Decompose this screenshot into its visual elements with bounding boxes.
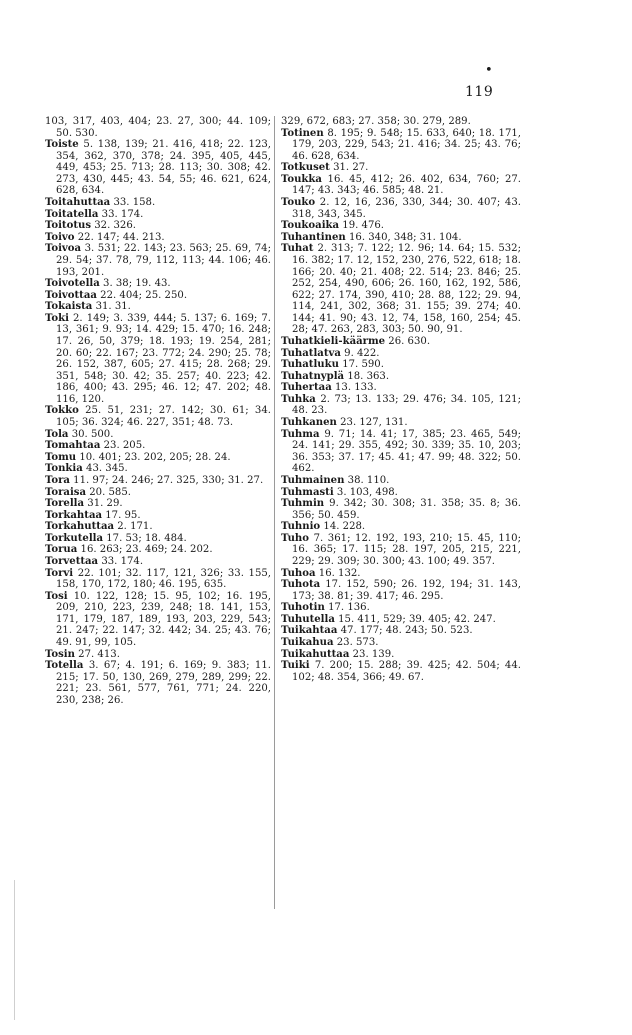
- index-entry: [45, 463, 271, 475]
- index-entry: [45, 232, 271, 244]
- index-entry: [281, 614, 521, 626]
- left-column: [45, 116, 271, 706]
- index-entry: [281, 475, 521, 487]
- index-references: 17. 590.: [342, 359, 384, 371]
- index-references: 17. 53; 18. 484.: [106, 532, 187, 544]
- index-term: Tuhatlatva: [281, 347, 341, 359]
- index-references: 10. 122, 128; 15. 95, 102; 16. 195, 209, 210, 223, 239, 248; 18. 141, 153, 171, 179, 187, 189, 193, 203, 229, 543; 21. 247; 22. 147; 32. 442; 34. 25; 43. 76; 49. 91, 99, 105.: [56, 590, 272, 649]
- index-entry: [45, 116, 271, 139]
- index-references: 20. 585.: [89, 486, 131, 498]
- index-term: Tuho: [281, 532, 309, 544]
- index-references: 31. 31.: [95, 301, 131, 313]
- index-term: Toivo: [45, 231, 75, 243]
- index-entry: [281, 487, 521, 499]
- index-term: Tosi: [45, 590, 68, 602]
- index-term: Tuhatkieli-käärme: [281, 335, 386, 347]
- index-references: 25. 51, 231; 27. 142; 30. 61; 34. 105; 36. 324; 46. 227, 351; 48. 73.: [56, 405, 271, 429]
- index-term: Torella: [45, 498, 85, 510]
- index-entry: [281, 371, 521, 383]
- index-entry: [281, 197, 521, 220]
- index-entry: [45, 301, 271, 313]
- index-references: 13. 133.: [334, 382, 377, 394]
- index-references: 32. 326.: [94, 220, 136, 232]
- index-entry: [281, 625, 521, 637]
- index-term: Torua: [45, 544, 78, 556]
- page-marker: •: [485, 63, 493, 78]
- index-entry: [45, 521, 271, 533]
- index-term: Toitatella: [45, 208, 99, 220]
- index-entry: [45, 556, 271, 568]
- index-term: Tora: [45, 474, 70, 486]
- index-term: Tuhutella: [281, 613, 335, 625]
- index-entry: [45, 498, 271, 510]
- index-term: Tuhantinen: [281, 231, 346, 243]
- index-entry: [281, 220, 521, 232]
- index-references: 47. 177; 48. 243; 50. 523.: [340, 625, 473, 637]
- index-entry: [281, 359, 521, 371]
- index-entry: [281, 232, 521, 244]
- index-term: Toraisa: [45, 486, 87, 498]
- index-entry: [281, 162, 521, 174]
- index-term: Tuhotin: [281, 602, 325, 614]
- index-references: 43. 345.: [86, 463, 128, 475]
- index-entry: [45, 243, 271, 278]
- index-term: Toki: [45, 312, 69, 324]
- index-entry: [45, 290, 271, 302]
- index-term: Toukka: [281, 173, 322, 185]
- index-term: Torvi: [45, 567, 74, 579]
- index-term: Touko: [281, 197, 316, 209]
- index-term: Torkahtaa: [45, 509, 103, 521]
- index-entry: [45, 533, 271, 545]
- index-entry: [45, 544, 271, 556]
- page-edge-line: [14, 880, 15, 1020]
- index-term: Torvettaa: [45, 555, 99, 567]
- index-term: Toiste: [45, 139, 79, 151]
- index-entry: [281, 394, 521, 417]
- index-entry: [45, 487, 271, 499]
- index-term: Tuhmin: [281, 498, 325, 510]
- index-entry: [45, 278, 271, 290]
- index-term: Tuhma: [281, 428, 320, 440]
- index-references: 14. 228.: [323, 521, 366, 533]
- index-term: Tokaista: [45, 301, 93, 313]
- index-term: Torkutella: [45, 532, 104, 544]
- index-entry: [281, 533, 521, 568]
- index-references: 329, 672, 683; 27. 358; 30. 279, 289.: [281, 116, 471, 127]
- index-term: Tomahtaa: [45, 440, 101, 452]
- index-references: 31. 27.: [333, 162, 369, 174]
- index-references: 9. 342; 30. 308; 31. 358; 35. 8; 36. 356; 50. 459.: [292, 498, 521, 521]
- index-term: Tonkia: [45, 463, 83, 475]
- index-term: Tokko: [45, 405, 79, 417]
- index-term: Tuiki: [281, 660, 310, 672]
- index-references: 26. 630.: [388, 335, 431, 347]
- index-term: Tomu: [45, 451, 77, 463]
- index-references: 7. 361; 12. 192, 193, 210; 15. 45, 110; 16. 365; 17. 115; 28. 197, 205, 215, 221, 229; 29. 309; 30. 300; 43. 100; 49. 357.: [292, 532, 521, 567]
- index-references: 23. 139.: [352, 648, 395, 660]
- index-term: Toivottaa: [45, 289, 97, 301]
- index-references: 17. 95.: [105, 509, 141, 521]
- index-entry: [45, 591, 271, 649]
- index-entry: [45, 660, 271, 706]
- index-term: Toivoa: [45, 243, 82, 255]
- index-references: 22. 147; 44. 213.: [77, 231, 165, 243]
- index-entry: [281, 128, 521, 163]
- index-references: 16. 263; 23. 469; 24. 202.: [80, 544, 213, 556]
- index-term: Tuhota: [281, 579, 321, 591]
- index-references: 2. 171.: [117, 521, 153, 533]
- index-term: Tuhat: [281, 243, 314, 255]
- index-references: 33. 174.: [101, 208, 144, 220]
- index-references: 3. 531; 22. 143; 23. 563; 25. 69, 74; 29. 54; 37. 78, 79, 112, 113; 44. 106; 46. 193, 201.: [56, 243, 271, 278]
- index-references: 2. 73; 13. 133; 29. 476; 34. 105, 121; 48. 23.: [292, 393, 521, 417]
- index-references: 33. 158.: [113, 197, 156, 209]
- index-references: 17. 152, 590; 26. 192, 194; 31. 143, 173; 38. 81; 39. 417; 46. 295.: [292, 579, 521, 602]
- index-entry: [281, 336, 521, 348]
- index-entry: [45, 510, 271, 522]
- index-term: Tuhertaa: [281, 382, 332, 394]
- index-entry: [45, 452, 271, 464]
- index-entry: [281, 417, 521, 429]
- index-references: 16. 45, 412; 26. 402, 634, 760; 27. 147; 43. 343; 46. 585; 48. 21.: [292, 173, 521, 197]
- index-references: 22. 101; 32. 117, 121, 326; 33. 155, 158, 170, 172, 180; 46. 195, 635.: [56, 567, 271, 591]
- index-term: Totkuset: [281, 162, 330, 174]
- index-entry: [45, 649, 271, 661]
- index-references: 22. 404; 25. 250.: [100, 289, 188, 301]
- index-term: Toivotella: [45, 278, 100, 290]
- index-references: 8. 195; 9. 548; 15. 633, 640; 18. 171, 179, 203, 229, 543; 21. 416; 34. 25; 43. 76; 46. 628, 634.: [292, 127, 521, 162]
- index-term: Toukoaika: [281, 220, 340, 232]
- index-entry: [281, 637, 521, 649]
- index-term: Toitotus: [45, 220, 91, 232]
- index-entry: [45, 429, 271, 441]
- index-term: Tola: [45, 428, 69, 440]
- index-term: Torkahuttaa: [45, 521, 115, 533]
- index-references: 2. 149; 3. 339, 444; 5. 137; 6. 169; 7. 13, 361; 9. 93; 14. 429; 15. 470; 16. 248; 17. 26, 50, 379; 18. 193; 19. 254, 281; 20. 60; 22. 167; 23. 772; 24. 290; 25. 78; 26. 152, 387, 605; 27. 415; 28. 268; 29. 351, 548; 30. 42; 35. 257; 40. 223; 42. 186, 400; 43. 295; 46. 12; 47. 202; 48. 116, 120.: [56, 312, 271, 405]
- index-entry: [281, 243, 521, 336]
- index-references: 23. 127, 131.: [340, 417, 408, 429]
- index-references: 23. 205.: [103, 440, 146, 452]
- index-entry: [45, 568, 271, 591]
- column-divider: [274, 116, 275, 909]
- index-entry: [281, 568, 521, 580]
- index-entry: [45, 220, 271, 232]
- index-references: 3. 103, 498.: [336, 486, 398, 498]
- index-entry: [281, 602, 521, 614]
- index-entry: [281, 521, 521, 533]
- index-references: 10. 401; 23. 202, 205; 28. 24.: [79, 451, 231, 463]
- index-references: 11. 97; 24. 246; 27. 325, 330; 31. 27.: [73, 474, 264, 486]
- index-references: 9. 71; 14. 41; 17, 385; 23. 465, 549; 24. 141; 29. 355, 492; 30. 339; 35. 10, 203; 36. 353; 37. 17; 45. 41; 47. 99; 48. 322; 50. 462.: [292, 428, 521, 475]
- index-references: 3. 38; 19. 43.: [103, 278, 171, 290]
- index-term: Tuikahua: [281, 637, 334, 649]
- index-references: 27. 413.: [78, 648, 120, 660]
- index-term: Tuhmainen: [281, 474, 345, 486]
- index-entry: [45, 139, 271, 197]
- index-references: 7. 200; 15. 288; 39. 425; 42. 504; 44. 102; 48. 354, 366; 49. 67.: [292, 660, 521, 683]
- index-entry: [281, 116, 521, 128]
- index-entry: [281, 174, 521, 197]
- index-term: Tuhka: [281, 393, 316, 405]
- index-references: 3. 67; 4. 191; 6. 169; 9. 383; 11. 215; 17. 50, 130, 269, 279, 289, 299; 22. 221; 23. 561, 577, 761, 771; 24. 220, 230, 238; 26.: [56, 660, 271, 706]
- index-entry: [281, 382, 521, 394]
- index-references: 15. 411, 529; 39. 405; 42. 247.: [338, 613, 496, 625]
- index-references: 5. 138, 139; 21. 416, 418; 22. 123, 354, 362, 370, 378; 24. 395, 405, 445, 449, 453; 25. 713; 28. 113; 30. 308; 42. 273, 430, 445; 43. 54, 55; 46. 621, 624, 628, 634.: [56, 139, 271, 197]
- index-entry: [281, 649, 521, 661]
- index-term: Tuikahtaa: [281, 625, 338, 637]
- index-term: Tuhatluku: [281, 359, 339, 371]
- right-column: [281, 116, 521, 683]
- index-references: 19. 476.: [342, 220, 385, 232]
- index-references: 38. 110.: [347, 474, 390, 486]
- index-term: Tuhatnyplä: [281, 370, 345, 382]
- index-term: Tuhoa: [281, 567, 316, 579]
- index-entry: [45, 440, 271, 452]
- index-references: 9. 422.: [344, 347, 380, 359]
- index-entry: [45, 405, 271, 428]
- index-entry: [45, 209, 271, 221]
- index-references: 31. 29.: [87, 498, 123, 510]
- index-entry: [45, 197, 271, 209]
- index-references: 2. 313; 7. 122; 12. 96; 14. 64; 15. 532; 16. 382; 17. 12, 152, 230, 276, 522, 618; 18. 166; 20. 40; 21. 408; 22. 514; 23. 846; 25. 252, 254, 490, 606; 26. 160, 162, 192, 586, 622; 27. 174, 390, 410; 28. 88, 122; 29. 94, 114, 241, 302, 368; 31. 155; 39. 274; 40. 144; 41. 90; 43. 12, 74, 158, 160, 254; 45. 28; 47. 263, 283, 303; 50. 90, 91.: [292, 243, 521, 336]
- index-term: Tuhnio: [281, 521, 321, 533]
- index-references: 2. 12, 16, 236, 330, 344; 30. 407; 43. 318, 343, 345.: [292, 197, 521, 220]
- index-references: 17. 136.: [328, 602, 370, 614]
- index-entry: [45, 313, 271, 406]
- index-references: 33. 174.: [101, 555, 144, 567]
- index-term: Tuhmasti: [281, 486, 334, 498]
- index-entry: [281, 660, 521, 683]
- index-term: Toitahuttaa: [45, 197, 111, 209]
- index-term: Totinen: [281, 127, 324, 139]
- index-entry: [281, 348, 521, 360]
- page-number: 119: [465, 84, 494, 100]
- index-term: Tuhkanen: [281, 417, 337, 429]
- index-term: Tosin: [45, 648, 75, 660]
- index-entry: [281, 579, 521, 602]
- index-entry: [45, 475, 271, 487]
- index-references: 16. 340, 348; 31. 104.: [348, 231, 462, 243]
- index-references: 18. 363.: [347, 370, 390, 382]
- index-term: Totella: [45, 660, 84, 672]
- index-entry: [281, 498, 521, 521]
- index-references: 16. 132.: [318, 567, 361, 579]
- index-references: 30. 500.: [71, 428, 114, 440]
- index-term: Tuikahuttaa: [281, 648, 350, 660]
- index-references: 103, 317, 403, 404; 23. 27, 300; 44. 109; 50. 530.: [45, 116, 271, 139]
- index-references: 23. 573.: [336, 637, 379, 649]
- index-entry: [281, 429, 521, 475]
